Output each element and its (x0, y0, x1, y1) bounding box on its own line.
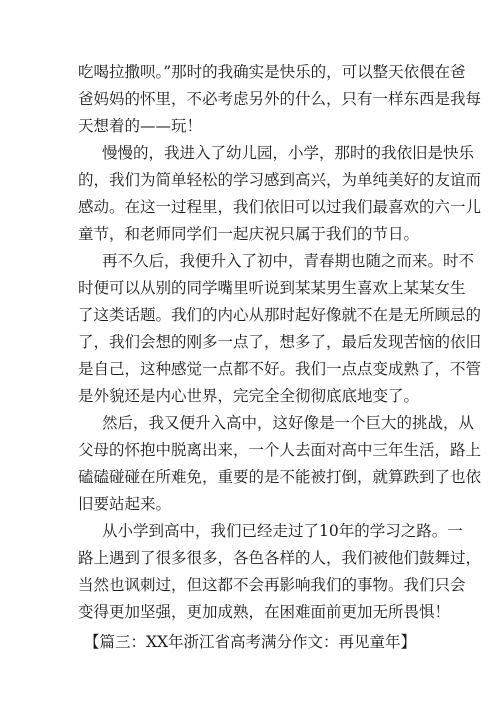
paragraph-line: 路上遇到了很多很多，各色各样的人，我们被他们鼓舞过， (78, 549, 482, 567)
paragraph-line: 感动。在这一过程里，我们依旧可以过我们最喜欢的六一儿 (78, 198, 482, 216)
paragraph-line: 时便可以从别的同学嘴里听说到某某男生喜欢上某某女生 (78, 279, 466, 297)
paragraph-line: 变得更加坚强，更加成熟，在困难面前更加无所畏惧！ (78, 603, 451, 621)
paragraph-line: 爸妈妈的怀里，不必考虑另外的什么，只有一样东西是我每 (78, 90, 482, 108)
paragraph-line: 的，我们为简单轻松的学习感到高兴，为单纯美好的友谊而 (78, 171, 482, 189)
paragraph-line: 吃喝拉撒呗。”那时的我确实是快乐的，可以整天依偎在爸 (78, 63, 466, 81)
section-heading: 【篇三：XX年浙江省高考满分作文：再见童年】 (83, 633, 417, 651)
paragraph-line: 磕磕碰碰在所难免，重要的是不能被打倒，就算跌到了也依 (78, 468, 482, 486)
paragraph-line: 童节，和老师同学们一起庆祝只属于我们的节日。 (78, 225, 420, 243)
paragraph-line: 然后，我又便升入高中，这好像是一个巨大的挑战，从 (102, 414, 475, 432)
paragraph-line: 当然也讽刺过，但这都不会再影响我们的事物。我们只会 (78, 576, 466, 594)
paragraph-line: 了这类话题。我们的内心从那时起好像就不在是无所顾忌的 (78, 306, 482, 324)
paragraph-line: 慢慢的，我进入了幼儿园，小学，那时的我依旧是快乐 (102, 144, 475, 162)
paragraph-line: 了，我们会想的刚多一点了，想多了，最后发现苦恼的依旧 (78, 333, 482, 351)
paragraph-line: 从小学到高中，我们已经走过了10年的学习之路。一 (102, 522, 463, 540)
paragraph-line: 再不久后，我便升入了初中，青春期也随之而来。时不 (102, 252, 475, 270)
paragraph-line: 是自己，这种感觉一点都不好。我们一点点变成熟了，不管 (78, 360, 482, 378)
paragraph-line: 父母的怀抱中脱离出来，一个人去面对高中三年生活，路上 (78, 441, 482, 459)
paragraph-line: 旧要站起来。 (78, 495, 172, 513)
paragraph-line: 天想着的——玩！ (78, 117, 203, 135)
paragraph-line: 是外貌还是内心世界，完完全全彻彻底底地变了。 (78, 387, 420, 405)
